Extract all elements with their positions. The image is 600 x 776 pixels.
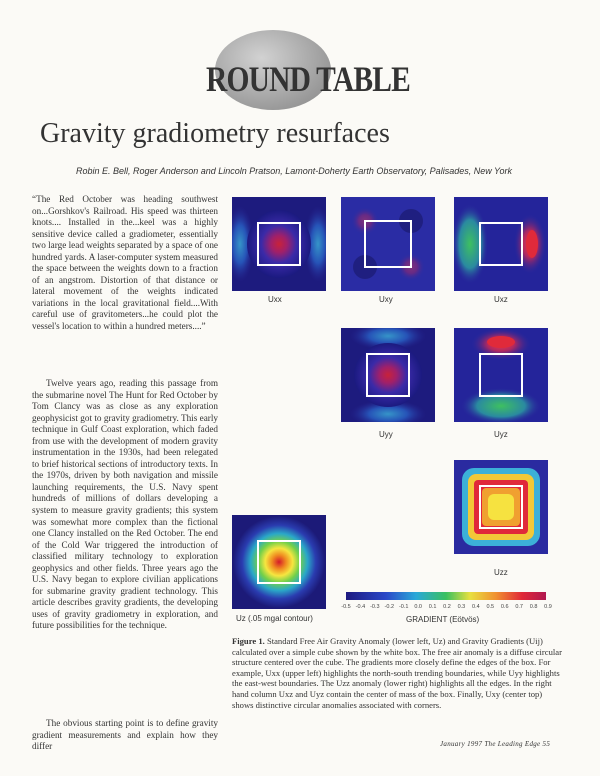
panel-uxx (232, 197, 326, 291)
panel-label-uyy: Uyy (379, 430, 393, 439)
section-banner: ROUND TABLE (206, 59, 410, 99)
panel-uyz (454, 328, 548, 422)
panel-uzz (454, 460, 548, 554)
panel-label-uyz: Uyz (494, 430, 508, 439)
colorbar-tick: 0.9 (544, 604, 552, 610)
caption-lead: Figure 1. (232, 636, 265, 646)
panel-uxz (454, 197, 548, 291)
opening-quote: “The Red October was heading southwest on...Gorshkov's Railroad. His speed was thirteen knots.... Installed in the...keel was a highly sensitive device called a gradiometer, essentially two large lead weights separated by a space of one hundred yards. A laser-computer system measured the space between the weights down to a fraction of an angstrom. Distortion of that distance or lateral movement of the weights indicated variations in the local gravitational field....With careful use of gravitometers...he could plot the vessel's location to within a hundred meters....” (32, 194, 218, 332)
figure-caption (232, 636, 562, 710)
colorbar-tick: -0.2 (384, 604, 395, 610)
panel-uyy (341, 328, 435, 422)
colorbar-tick: 0.1 (428, 604, 437, 610)
colorbar-tick: 0.0 (414, 604, 422, 610)
panel-label-uzz: Uzz (494, 568, 508, 577)
panel-uz (232, 515, 326, 609)
colorbar-tick: -0.4 (355, 604, 366, 610)
colorbar-tick: 0.8 (529, 604, 538, 610)
colorbar-tick: 0.7 (515, 604, 523, 610)
body-paragraph-1: Twelve years ago, reading this passage from the submarine novel The Hunt for Red October by Tom Clancy was as close as any exploration geophysicist got to gravity gradiometry. This early technique in Gulf Coast exploration, which faded from use with the development of modern gravity instrumentation in the 1930s, had been relegated to brief historical sections of introductory texts. In the 1970s, driven by both navigation and missile launching requirements, the U.S. Navy spent hundreds of millions of dollars developing a system to measure gravity gradients; this system was somewhat more complex than the fictional one Clancy installed on the Red October. The end of the Cold War triggered the introduction of classified military technology to exploration geophysics and other fields. Three years ago the U.S. Navy began to explore civilian applications for submarine gravity gradient technology. This article describes gravity gradients, the developing uses of gravity gradiometry in exploration, and future possibilities for the technique. (32, 378, 218, 631)
panel-label-uxx: Uxx (268, 295, 282, 304)
colorbar-tick: -0.1 (398, 604, 409, 610)
colorbar-tick: 0.4 (472, 604, 480, 610)
body-paragraph-2: The obvious starting point is to define gravity gradient measurements and explain how they differ (32, 718, 218, 752)
colorbar-tick: 0.3 (457, 604, 466, 610)
colorbar (346, 592, 546, 600)
page-footer: January 1997 The Leading Edge 55 (440, 740, 551, 748)
panel-label-uz: Uz (.05 mgal contour) (236, 614, 313, 623)
panel-label-uxz: Uxz (494, 295, 508, 304)
colorbar-tick: 0.5 (486, 604, 495, 610)
article-title: Gravity gradiometry resurfaces (40, 118, 390, 149)
colorbar-tick: -0.3 (370, 604, 380, 610)
colorbar-tick: 0.6 (500, 604, 509, 610)
panel-label-uxy: Uxy (379, 295, 393, 304)
byline: Robin E. Bell, Roger Anderson and Lincoln Pratson, Lamont-Doherty Earth Observatory, Palisades, New York (76, 166, 513, 176)
colorbar-tick: -0.5 (341, 604, 351, 610)
colorbar-label: GRADIENT (Eötvös) (406, 615, 480, 624)
panel-uxy (341, 197, 435, 291)
colorbar-tick: 0.2 (443, 604, 451, 610)
colorbar-ticks (340, 604, 554, 614)
caption-text: Standard Free Air Gravity Anomaly (lower left, Uz) and Gravity Gradients (Uij) calculated over a simple cube shown by the white box. The free air anomaly is a diffuse circular structure centered over the cube. The gradients more closely define the edges of the box. For example, Uxx (upper left) highlights the north-south trending boundaries, while Uyy highlights the east-west boundaries. The Uzz anomaly (lower right) highlights all the edges. In the right hand column Uxz and Uyz contain the center of mass of the box. Finally, Uxy (center top) shows distinctive circular anomalies associated with corners. (232, 636, 562, 710)
